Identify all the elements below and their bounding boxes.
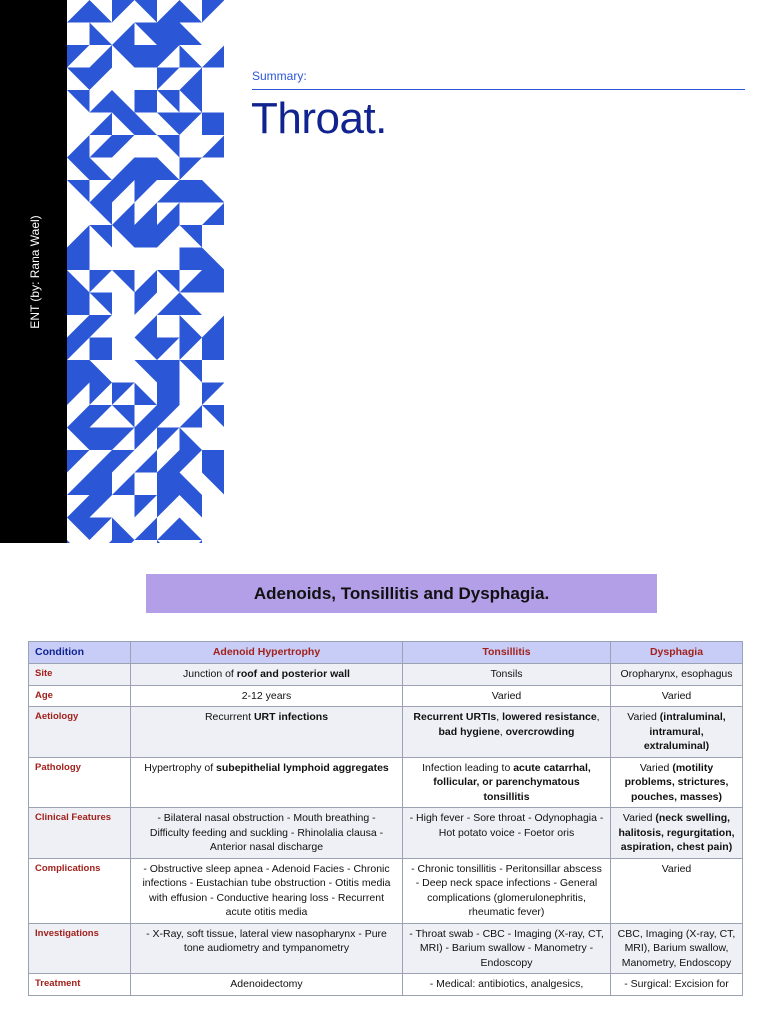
cell-text: , [596,711,600,723]
pattern-shape [135,203,158,226]
pattern-shape [67,405,90,428]
cell-adenoid [131,707,403,758]
pattern-shape [112,518,135,541]
cell-text: Junction of [183,668,237,680]
pattern-shape [202,203,224,226]
table-row [29,923,743,974]
pattern-shape [90,495,113,518]
pattern-shape [202,0,224,23]
pattern-shape [135,113,158,136]
pattern-shape [112,225,135,248]
header-condition: Condition [29,642,131,664]
pattern-shape [90,225,113,248]
pattern-shape [202,180,224,203]
cell-tonsillitis [403,974,611,996]
pattern-shape [90,158,113,181]
cell-text: Adenoidectomy [230,978,303,990]
pattern-shape [180,405,203,428]
pattern-shape [157,158,180,181]
cell-dysphagia [611,757,743,808]
pattern-shape [67,428,90,451]
pattern-shape [157,68,180,91]
condition-label: Pathology [29,757,131,808]
pattern-shape [67,293,90,316]
pattern-shape [112,158,135,181]
pattern-shape [157,90,180,113]
pattern-shape [112,113,135,136]
pattern-shape [67,225,90,248]
pattern-shape [135,518,158,541]
cell-adenoid [131,858,403,923]
pattern-shape [180,270,203,293]
pattern-shape [112,383,135,406]
pattern-shape [67,495,90,518]
cell-dysphagia [611,808,743,859]
pattern-shape [135,360,158,383]
pattern-shape [180,0,203,23]
cell-text-bold: roof and posterior wall [236,668,350,680]
pattern-shape [202,135,224,158]
pattern-shape [67,360,90,383]
pattern-shape [67,90,90,113]
summary-label: Summary: [252,69,307,83]
pattern-shape [157,203,180,226]
pattern-shape [157,23,180,46]
cell-dysphagia [611,974,743,996]
cell-text: , [499,725,506,738]
pattern-shape [180,180,203,203]
pattern-shape [112,203,135,226]
table-header-row [29,642,743,664]
table-row [29,664,743,686]
pattern-shape [112,23,135,46]
page-title: Throat. [251,94,387,143]
pattern-shape [112,0,135,23]
cell-text: - Obstructive sleep apnea - Adenoid Facies - Chronic infections - Eustachian tube obstruction - Otitis media with effusion - Conductive hearing loss - Recurrent acute otitis media [142,862,391,918]
pattern-shape [67,0,90,23]
pattern-shape [157,293,180,316]
pattern-shape [202,338,224,361]
pattern-shape [67,315,90,338]
pattern-shape [157,428,180,451]
pattern-shape [157,113,180,136]
cell-text: 2-12 years [241,689,292,702]
condition-label: Age [29,685,131,707]
pattern-shape [180,225,203,248]
pattern-shape [90,540,113,543]
pattern-shape [202,113,224,136]
pattern-shape [180,360,203,383]
cell-tonsillitis [403,923,611,974]
pattern-shape [157,135,180,158]
pattern-shape [67,518,90,541]
cell-dysphagia [611,707,743,758]
pattern-shape [180,45,203,68]
pattern-shape [202,45,224,68]
pattern-shape [157,0,180,23]
pattern-shape [157,45,180,68]
cell-tonsillitis [403,685,611,707]
cell-text-bold: lowered resistance [502,711,597,723]
pattern-shape [157,180,180,203]
pattern-shape [90,293,113,316]
pattern-shape [112,135,135,158]
cell-text: Varied [622,812,656,824]
cell-text: - Chronic tonsillitis - Peritonsillar abscess - Deep neck space infections - General complications (glomerulonephritis, rheumatic fever) [411,862,602,918]
table-row [29,685,743,707]
cell-tonsillitis [403,664,611,686]
cell-text-bold: acute catarrhal, follicular, or parenchymatous tonsillitis [433,761,591,803]
cell-dysphagia [611,858,743,923]
cell-adenoid [131,923,403,974]
pattern-shape [157,383,180,406]
pattern-shape [90,270,113,293]
pattern-shape [180,68,203,91]
cell-text: Recurrent [204,711,254,723]
pattern-shape [90,113,113,136]
pattern-shape [135,315,158,338]
cell-adenoid [131,685,403,707]
pattern-shape [67,540,90,543]
pattern-shape [135,45,158,68]
pattern-shape [112,450,135,473]
pattern-shape [90,473,113,496]
pattern-shape [135,405,158,428]
cell-text: CBC, Imaging (X-ray, CT, MRI), Barium swallow, Manometry, Endoscopy [617,927,736,969]
pattern-shape [157,225,180,248]
cell-tonsillitis [403,808,611,859]
cell-tonsillitis [403,858,611,923]
pattern-shape [135,293,158,316]
pattern-shape [180,158,203,181]
pattern-shape [180,540,203,543]
pattern-shape [67,248,90,271]
section-banner [146,574,657,613]
pattern-shape [90,180,113,203]
pattern-shape [67,338,90,361]
cell-text: - Throat swab - CBC - Imaging (X-ray, CT, MRI) - Barium swallow - Manometry - Endoscopy [409,927,604,969]
pattern-shape [135,23,158,46]
pattern-shape [112,180,135,203]
cell-text-bold: (intraluminal, intramural, extraluminal) [643,711,726,752]
pattern-shape [202,405,224,428]
table-row [29,707,743,758]
cell-text: , [496,711,503,723]
geometric-pattern [67,0,224,543]
cell-text: Oropharynx, esophagus [620,668,733,680]
pattern-shape [90,360,113,383]
pattern-shape [202,383,224,406]
pattern-shape [157,450,180,473]
cell-text: Varied [491,689,522,702]
pattern-shape [157,360,180,383]
pattern-shape [135,270,158,293]
cell-adenoid [131,808,403,859]
pattern-shape [67,68,90,91]
pattern-shape [135,158,158,181]
table-row [29,808,743,859]
pattern-shape [135,225,158,248]
pattern-shape [112,90,135,113]
sidebar-bar [0,0,67,543]
cell-tonsillitis [403,757,611,808]
condition-label: Investigations [29,923,131,974]
header-divider [252,89,745,90]
pattern-shape [135,428,158,451]
pattern-shape [90,405,113,428]
cell-text: - Bilateral nasal obstruction - Mouth breathing - Difficulty feeding and suckling - Rhinolalia clausa - Anterior nasal discharge [149,812,384,853]
pattern-shape [90,338,113,361]
cell-adenoid [131,974,403,996]
cell-text-bold: overcrowding [505,725,575,738]
cell-text-bold: (motility problems, strictures, pouches, masses) [624,761,729,803]
pattern-shape [180,90,203,113]
cell-text: - High fever - Sore throat - Odynophagia - Hot potato voice - Foetor oris [409,812,604,839]
pattern-shape [180,248,203,271]
pattern-shape [67,383,90,406]
condition-label: Site [29,664,131,686]
cell-text: Infection leading to [422,761,514,774]
pattern-shape [67,270,90,293]
pattern-shape [67,135,90,158]
cell-dysphagia [611,923,743,974]
table-row [29,974,743,996]
pattern-shape [157,405,180,428]
pattern-shape [90,428,113,451]
header-adenoid: Adenoid Hypertrophy [131,642,403,664]
pattern-shape [202,248,224,271]
pattern-shape [135,383,158,406]
cell-text: - Medical: antibiotics, analgesics, [429,978,584,990]
condition-label: Treatment [29,974,131,996]
pattern-shape [202,315,224,338]
pattern-shape [112,428,135,451]
pattern-shape [67,158,90,181]
pattern-shape [157,495,180,518]
cell-adenoid [131,664,403,686]
cell-dysphagia [611,685,743,707]
pattern-shape [180,495,203,518]
pattern-shape [67,450,90,473]
pattern-shape [202,450,224,473]
cell-text: Varied [627,711,660,723]
condition-label: Complications [29,858,131,923]
header-tonsillitis: Tonsillitis [403,642,611,664]
cell-text-bold: bad hygiene [438,725,500,738]
pattern-shape [180,113,203,136]
condition-label: Aetiology [29,707,131,758]
pattern-shape [180,293,203,316]
pattern-shape [180,518,203,541]
pattern-shape [67,180,90,203]
pattern-shape [202,473,224,496]
pattern-shape [157,518,180,541]
pattern-shape [202,270,224,293]
pattern-shape [135,90,158,113]
section-title: Adenoids, Tonsillitis and Dysphagia. [253,583,550,603]
pattern-shape [180,23,203,46]
sidebar-label: ENT (by: Rana Wael) [28,215,42,329]
cell-tonsillitis [403,707,611,758]
comparison-table [28,641,743,996]
pattern-shape [135,450,158,473]
pattern-shape [180,338,203,361]
pattern-shape [135,0,158,23]
pattern-shape [112,405,135,428]
pattern-shape [90,203,113,226]
pattern-shape [112,45,135,68]
table-row [29,757,743,808]
pattern-shape [90,315,113,338]
cell-text: - Surgical: Excision for [624,978,729,990]
cell-text-bold: URT infections [253,711,329,723]
pattern-shape [67,473,90,496]
pattern-shape [135,180,158,203]
cell-dysphagia [611,664,743,686]
pattern-shape [90,0,113,23]
table-row [29,858,743,923]
header-dysphagia: Dysphagia [611,642,743,664]
cell-text-bold: subepithelial lymphoid aggregates [216,761,389,774]
pattern-shape [112,270,135,293]
pattern-shape [157,540,180,543]
pattern-shape [90,135,113,158]
pattern-shape [157,338,180,361]
pattern-shape [90,518,113,541]
pattern-shape [90,45,113,68]
pattern-shape [112,540,135,543]
condition-label: Clinical Features [29,808,131,859]
pattern-shape [157,473,180,496]
pattern-shape [90,23,113,46]
pattern-shape [90,450,113,473]
cell-text: Tonsils [490,668,523,680]
pattern-shape [135,495,158,518]
pattern-shape [90,68,113,91]
cell-text-bold: Recurrent URTIs [413,711,497,723]
cell-text: Varied [661,689,692,702]
cell-text: - X-Ray, soft tissue, lateral view nasopharynx - Pure tone audiometry and tympanometry [146,927,387,954]
pattern-shape [180,450,203,473]
pattern-shape [90,383,113,406]
pattern-shape [90,90,113,113]
pattern-shape [180,473,203,496]
pattern-shape [180,315,203,338]
pattern-shape [157,270,180,293]
cell-text: Varied [661,862,692,875]
pattern-shape [180,428,203,451]
cell-adenoid [131,757,403,808]
cell-text: Hypertrophy of [144,761,217,774]
pattern-shape [112,473,135,496]
cell-text: Varied [639,761,673,774]
pattern-shape [135,338,158,361]
pattern-shape [67,45,90,68]
cell-text-bold: (neck swelling, halitosis, regurgitation, aspiration, chest pain) [618,812,735,853]
